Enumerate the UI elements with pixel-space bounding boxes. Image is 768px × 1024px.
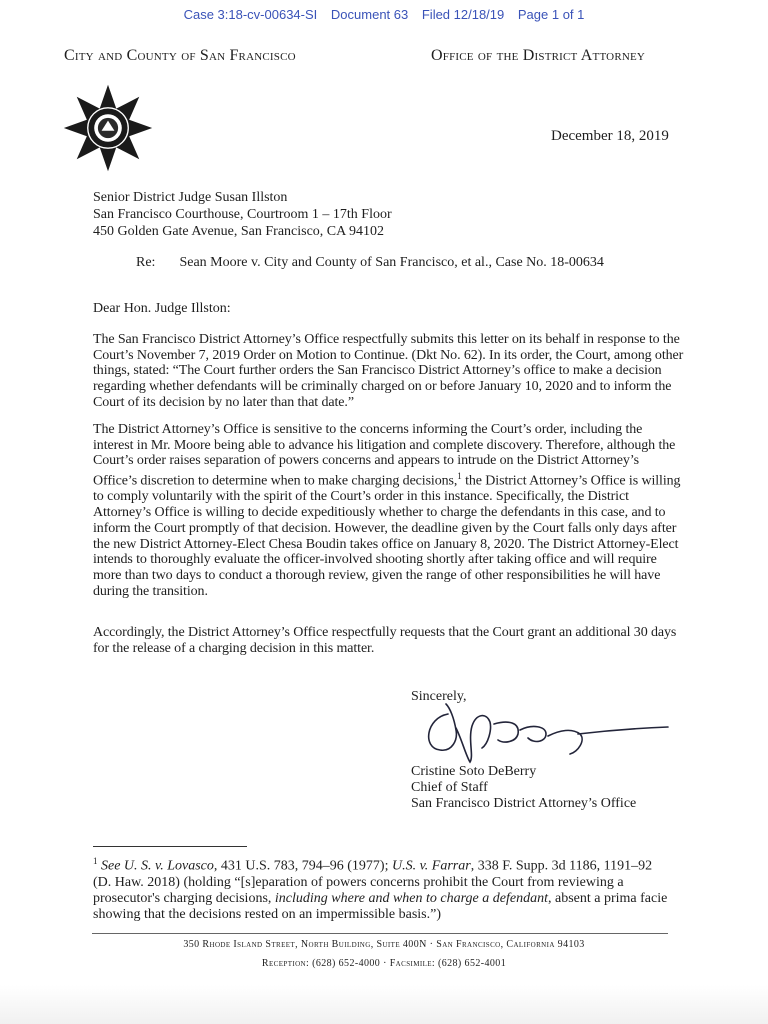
signer-office: San Francisco District Attorney’s Office [411, 796, 637, 811]
case-number: Case 3:18-cv-00634-SI [183, 7, 318, 22]
signer-name: Cristine Soto DeBerry [411, 764, 537, 779]
footer-phones: Reception: (628) 652-4000 · Facsimile: (628) 652-4001 [261, 958, 507, 969]
footnote-1 [93, 853, 673, 923]
paragraph-2 [93, 422, 685, 599]
paragraph-2-part-b: the District Attorney’s Office is willing to comply voluntarily with the spirit of the Court’s order in this instance. Specifically, the District Attorney’s Office is willing to decide expeditiously whether to charge the defendants in this case, and to inform the Court promptly of that decision. However, the deadline given by the Court falls only days after the new District Attorney-Elect Chesa Boudin takes office on January 8, 2020. The District Attorney-Elect intends to thoroughly evaluate the officer-involved shooting shortly after taking office and will require more than two days to conduct a thorough review, given the range of other responsibilities he will have during the transition. [93, 473, 681, 599]
footer-divider [92, 933, 668, 934]
scan-bottom-shadow [0, 985, 768, 1024]
paragraph-1: The San Francisco District Attorney’s Office respectfully submits this letter on its behalf in response to the Court’s November 7, 2019 Order on Motion to Continue. (Dkt No. 62). In its order, the Court, among other things, stated: “The Court further orders the San Francisco District Attorney’s office to make a decision regarding whether defendants will be criminally charged on or before January 10, 2020 and to inform the Court of its decision by no later than that date.” [93, 332, 684, 410]
letterhead-city: City and County of San Francisco [64, 47, 296, 64]
re-label: Re: [136, 255, 156, 270]
recipient-address [93, 189, 392, 240]
page-indicator: Page 1 of 1 [517, 7, 585, 22]
footnote-number: 1 [93, 856, 98, 866]
paragraph-3: Accordingly, the District Attorney’s Office respectfully requests that the Court grant an additional 30 days for the release of a charging decision in this matter. [93, 625, 677, 656]
district-attorney-star-badge-icon [62, 82, 154, 174]
recipient-name: Senior District Judge Susan Illston [93, 190, 288, 205]
salutation: Dear Hon. Judge Illston: [93, 301, 231, 316]
footer-address: 350 Rhode Island Street, North Building, Suite 400N · San Francisco, California 94103 [183, 939, 585, 950]
re-line [136, 255, 604, 271]
letterhead-office: Office of the District Attorney [431, 47, 646, 64]
court-filing-header [0, 7, 768, 22]
handwritten-signature [412, 700, 672, 766]
footnote-cite-1: , 431 U.S. 783, 794–96 (1977); [213, 858, 392, 874]
signature-block [411, 764, 636, 812]
document-number: Document 63 [330, 7, 409, 22]
letter-date: December 18, 2019 [551, 128, 669, 144]
signer-title: Chief of Staff [411, 780, 488, 795]
re-text: Sean Moore v. City and County of San Francisco, et al., Case No. 18-00634 [179, 255, 604, 270]
paragraph-2-part-a: The District Attorney’s Office is sensitive to the concerns informing the Court’s order, including the interest in Mr. Moore being able to advance his litigation and complete discovery. Therefore, although the Court’s order raises separation of powers concerns and appears to intrude on the District Attorney’s Office’s discretion to determine when to make charging decisions, [93, 422, 676, 489]
footnote-case-1: See U. S. v. Lovasco [101, 858, 214, 874]
footnote-case-2: U.S. v. Farrar [392, 858, 471, 874]
closing-sincerely: Sincerely, [411, 689, 467, 704]
footnote-reference: 1 [457, 471, 462, 482]
footnote-separator [93, 846, 247, 847]
recipient-courthouse: San Francisco Courthouse, Courtroom 1 – 17th Floor [93, 207, 392, 222]
footnote-cite-2: , 338 F. Supp. 3d 1186, 1191–92 (D. Haw. 2018) (holding “[s]eparation of powers concerns prohibit the Court from reviewing a prosecutor's charging decisions, [93, 858, 653, 906]
footnote-cite-3: , absent a prima facie showing that the decisions rested on an impermissible basis.”) [93, 890, 668, 922]
filed-date: Filed 12/18/19 [421, 7, 505, 22]
footnote-emphasis: including where and when to charge a defendant [274, 890, 548, 906]
recipient-street: 450 Golden Gate Avenue, San Francisco, CA 94102 [93, 224, 384, 239]
